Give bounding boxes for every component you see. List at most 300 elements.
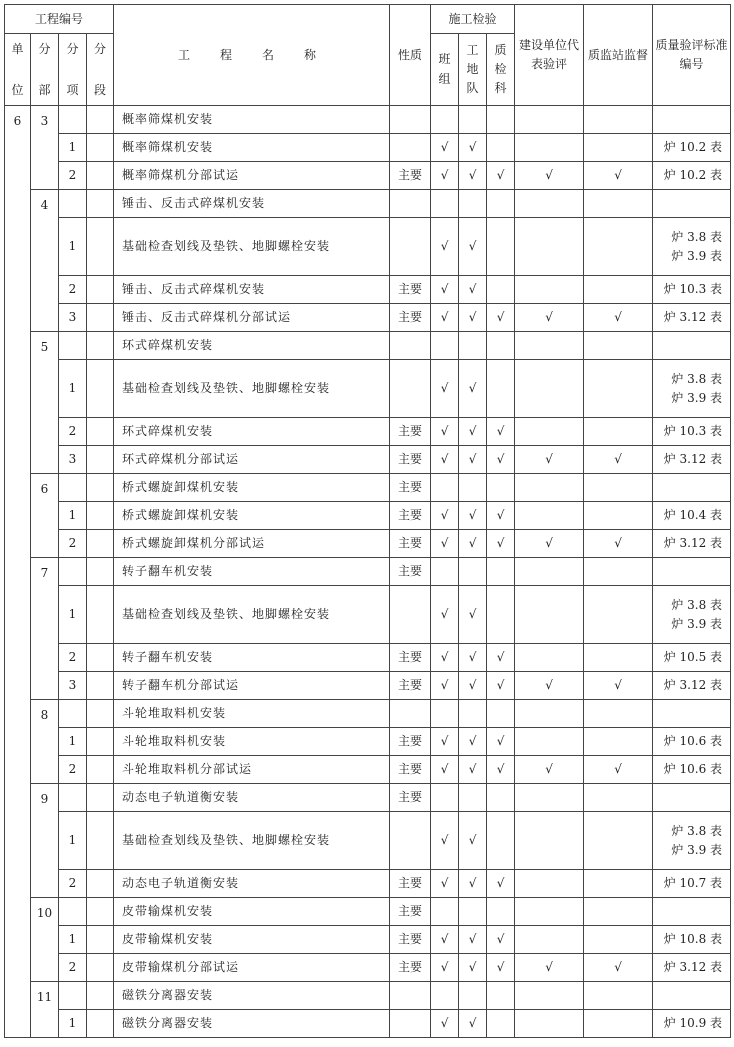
team-check-cell: √ [431,586,459,644]
team-check-cell: √ [431,502,459,530]
station-check-cell [584,812,653,870]
station-check-cell [584,134,653,162]
site-check-cell: √ [459,218,487,276]
qc-check-cell: √ [487,926,515,954]
site-check-cell: √ [459,756,487,784]
team-check-cell: √ [431,134,459,162]
qc-check-cell [487,134,515,162]
owner-check-cell [515,982,584,1010]
project-name-cell: 基础检查划线及垫铁、地脚螺栓安装 [114,586,390,644]
site-check-cell: √ [459,870,487,898]
nature-cell: 主要 [390,530,431,558]
station-check-cell [584,870,653,898]
station-check-cell [584,644,653,672]
team-check-cell: √ [431,926,459,954]
nature-cell: 主要 [390,926,431,954]
nature-cell: 主要 [390,304,431,332]
owner-check-cell [515,644,584,672]
site-check-cell: √ [459,644,487,672]
division-no-cell: 8 [31,700,59,784]
team-check-cell [431,190,459,218]
qc-check-cell [487,190,515,218]
team-check-cell [431,332,459,360]
owner-check-cell [515,898,584,926]
team-check-cell: √ [431,812,459,870]
team-check-cell: √ [431,530,459,558]
owner-check-cell [515,106,584,134]
section-cell [87,446,114,474]
section-cell [87,218,114,276]
team-check-cell: √ [431,1010,459,1038]
site-check-cell: √ [459,276,487,304]
table-row [5,332,731,360]
owner-check-cell: √ [515,954,584,982]
header-construction-inspection: 施工检验 [431,5,515,34]
owner-check-cell: √ [515,162,584,190]
nature-cell: 主要 [390,162,431,190]
owner-check-cell [515,870,584,898]
section-cell [87,360,114,418]
item-no-cell: 3 [59,672,87,700]
item-no-cell [59,332,87,360]
site-check-cell [459,784,487,812]
standard-no-cell [653,474,731,502]
standard-no-cell: 炉 10.8 表 [653,926,731,954]
project-name-cell: 桥式螺旋卸煤机安装 [114,474,390,502]
item-no-cell [59,558,87,586]
owner-check-cell [515,586,584,644]
station-check-cell [584,190,653,218]
item-no-cell: 2 [59,644,87,672]
site-check-cell [459,558,487,586]
section-cell [87,700,114,728]
standard-no-cell [653,106,731,134]
station-check-cell [584,784,653,812]
table-row [5,1010,731,1038]
team-check-cell: √ [431,728,459,756]
station-check-cell: √ [584,672,653,700]
table-row [5,954,731,982]
station-check-cell: √ [584,304,653,332]
header-item: 分 项 [59,34,87,106]
header-standard-no: 质量验评标准编号 [653,5,731,106]
section-cell [87,756,114,784]
division-no-cell: 9 [31,784,59,898]
division-no-cell: 5 [31,332,59,474]
site-check-cell [459,700,487,728]
station-check-cell [584,474,653,502]
project-name-cell: 锤击、反击式碎煤机分部试运 [114,304,390,332]
project-name-cell: 锤击、反击式碎煤机安装 [114,276,390,304]
team-check-cell [431,106,459,134]
item-no-cell: 1 [59,586,87,644]
station-check-cell [584,728,653,756]
station-check-cell [584,1010,653,1038]
table-row [5,898,731,926]
site-check-cell [459,190,487,218]
site-check-cell [459,982,487,1010]
section-cell [87,332,114,360]
section-cell [87,304,114,332]
station-check-cell [584,360,653,418]
section-cell [87,672,114,700]
owner-check-cell [515,784,584,812]
station-check-cell [584,418,653,446]
owner-check-cell [515,1010,584,1038]
item-no-cell: 1 [59,1010,87,1038]
site-check-cell [459,898,487,926]
section-cell [87,1010,114,1038]
project-name-cell: 磁铁分离器安装 [114,982,390,1010]
owner-check-cell [515,812,584,870]
qc-check-cell [487,586,515,644]
section-cell [87,162,114,190]
item-no-cell [59,190,87,218]
standard-no-cell: 炉 10.9 表 [653,1010,731,1038]
owner-check-cell [515,218,584,276]
station-check-cell: √ [584,162,653,190]
unit-no-cell: 6 [5,106,31,1038]
section-cell [87,558,114,586]
nature-cell: 主要 [390,502,431,530]
table-row [5,558,731,586]
table-row [5,728,731,756]
team-check-cell [431,982,459,1010]
qc-check-cell [487,700,515,728]
nature-cell: 主要 [390,784,431,812]
owner-check-cell [515,502,584,530]
table-row [5,134,731,162]
team-check-cell [431,474,459,502]
project-name-cell: 基础检查划线及垫铁、地脚螺栓安装 [114,360,390,418]
item-no-cell [59,784,87,812]
qc-check-cell [487,106,515,134]
section-cell [87,418,114,446]
project-name-cell: 概率筛煤机分部试运 [114,162,390,190]
table-row [5,982,731,1010]
item-no-cell: 1 [59,812,87,870]
team-check-cell: √ [431,756,459,784]
station-check-cell [584,276,653,304]
item-no-cell: 2 [59,954,87,982]
section-cell [87,502,114,530]
header-unit: 单 位 [5,34,31,106]
team-check-cell [431,898,459,926]
project-name-cell: 皮带输煤机安装 [114,926,390,954]
qc-check-cell: √ [487,304,515,332]
owner-check-cell [515,276,584,304]
item-no-cell: 2 [59,870,87,898]
item-no-cell: 1 [59,360,87,418]
table-row [5,106,731,134]
standard-no-cell [653,898,731,926]
table-row [5,784,731,812]
team-check-cell: √ [431,644,459,672]
owner-check-cell [515,700,584,728]
site-check-cell: √ [459,446,487,474]
project-name-cell: 环式碎煤机安装 [114,418,390,446]
site-check-cell: √ [459,304,487,332]
division-no-cell: 6 [31,474,59,558]
qc-check-cell: √ [487,162,515,190]
qc-check-cell [487,784,515,812]
site-check-cell: √ [459,672,487,700]
project-name-cell: 转子翻车机安装 [114,644,390,672]
section-cell [87,106,114,134]
section-cell [87,812,114,870]
standard-no-cell: 炉 3.12 表 [653,530,731,558]
table-row [5,644,731,672]
project-name-cell: 斗轮堆取料机分部试运 [114,756,390,784]
standard-no-cell: 炉 10.2 表 [653,134,731,162]
table-row [5,218,731,276]
station-check-cell [584,926,653,954]
nature-cell [390,360,431,418]
header-team: 班 组 [431,34,459,106]
team-check-cell [431,784,459,812]
project-name-cell: 基础检查划线及垫铁、地脚螺栓安装 [114,812,390,870]
qc-check-cell: √ [487,418,515,446]
table-row [5,756,731,784]
section-cell [87,474,114,502]
team-check-cell: √ [431,672,459,700]
team-check-cell: √ [431,218,459,276]
nature-cell: 主要 [390,870,431,898]
section-cell [87,982,114,1010]
nature-cell: 主要 [390,474,431,502]
owner-check-cell [515,558,584,586]
owner-check-cell [515,332,584,360]
project-name-cell: 概率筛煤机安装 [114,106,390,134]
table-row [5,530,731,558]
qc-check-cell [487,218,515,276]
item-no-cell [59,474,87,502]
team-check-cell: √ [431,304,459,332]
table-row [5,418,731,446]
table-row [5,190,731,218]
header-quality-dept: 质 检 科 [487,34,515,106]
owner-check-cell [515,360,584,418]
nature-cell [390,1010,431,1038]
project-name-cell: 磁铁分离器安装 [114,1010,390,1038]
header-owner-rep: 建设单位代表验评 [515,5,584,106]
qc-check-cell [487,332,515,360]
division-no-cell: 4 [31,190,59,332]
standard-no-cell [653,982,731,1010]
owner-check-cell: √ [515,446,584,474]
section-cell [87,190,114,218]
project-name-cell: 桥式螺旋卸煤机安装 [114,502,390,530]
item-no-cell: 2 [59,162,87,190]
section-cell [87,898,114,926]
team-check-cell: √ [431,446,459,474]
project-name-cell: 桥式螺旋卸煤机分部试运 [114,530,390,558]
inspection-table [4,4,731,1038]
item-no-cell: 1 [59,134,87,162]
section-cell [87,870,114,898]
item-no-cell: 1 [59,502,87,530]
site-check-cell: √ [459,728,487,756]
project-name-cell: 动态电子轨道衡安装 [114,784,390,812]
header-site-team: 工 地 队 [459,34,487,106]
standard-no-cell: 炉 10.6 表 [653,756,731,784]
standard-no-cell: 炉 3.8 表 炉 3.9 表 [653,586,731,644]
project-name-cell: 概率筛煤机安装 [114,134,390,162]
standard-no-cell [653,332,731,360]
table-row [5,304,731,332]
standard-no-cell [653,700,731,728]
project-name-cell: 环式碎煤机安装 [114,332,390,360]
qc-check-cell [487,812,515,870]
qc-check-cell: √ [487,502,515,530]
project-name-cell: 转子翻车机分部试运 [114,672,390,700]
owner-check-cell [515,418,584,446]
table-row [5,870,731,898]
header-project-code: 工程编号 [5,5,114,34]
nature-cell: 主要 [390,276,431,304]
nature-cell [390,218,431,276]
division-no-cell: 3 [31,106,59,190]
nature-cell: 主要 [390,418,431,446]
station-check-cell: √ [584,756,653,784]
owner-check-cell [515,926,584,954]
table-body [5,106,731,1038]
team-check-cell: √ [431,418,459,446]
nature-cell [390,190,431,218]
item-no-cell: 1 [59,218,87,276]
division-no-cell: 7 [31,558,59,700]
owner-check-cell: √ [515,672,584,700]
section-cell [87,586,114,644]
standard-no-cell: 炉 3.8 表 炉 3.9 表 [653,812,731,870]
project-name-cell: 皮带输煤机分部试运 [114,954,390,982]
item-no-cell: 2 [59,530,87,558]
station-check-cell [584,106,653,134]
nature-cell [390,106,431,134]
table-row [5,360,731,418]
site-check-cell: √ [459,162,487,190]
item-no-cell: 1 [59,728,87,756]
station-check-cell [584,700,653,728]
section-cell [87,784,114,812]
team-check-cell: √ [431,276,459,304]
station-check-cell [584,332,653,360]
owner-check-cell: √ [515,304,584,332]
nature-cell: 主要 [390,756,431,784]
qc-check-cell: √ [487,446,515,474]
site-check-cell: √ [459,1010,487,1038]
item-no-cell: 3 [59,446,87,474]
station-check-cell [584,502,653,530]
team-check-cell: √ [431,954,459,982]
table-row [5,446,731,474]
site-check-cell: √ [459,502,487,530]
qc-check-cell: √ [487,530,515,558]
nature-cell: 主要 [390,954,431,982]
project-name-cell: 斗轮堆取料机安装 [114,700,390,728]
station-check-cell [584,558,653,586]
section-cell [87,276,114,304]
qc-check-cell: √ [487,644,515,672]
nature-cell: 主要 [390,672,431,700]
standard-no-cell: 炉 10.2 表 [653,162,731,190]
header-division: 分 部 [31,34,59,106]
standard-no-cell: 炉 10.4 表 [653,502,731,530]
nature-cell [390,586,431,644]
header-section: 分 段 [87,34,114,106]
site-check-cell: √ [459,134,487,162]
site-check-cell [459,106,487,134]
table-row [5,672,731,700]
standard-no-cell: 炉 3.12 表 [653,672,731,700]
item-no-cell [59,982,87,1010]
owner-check-cell [515,134,584,162]
standard-no-cell: 炉 10.3 表 [653,276,731,304]
header-nature: 性质 [390,5,431,106]
section-cell [87,954,114,982]
station-check-cell: √ [584,446,653,474]
header-station: 质监站监督 [584,5,653,106]
project-name-cell: 皮带输煤机安装 [114,898,390,926]
section-cell [87,530,114,558]
qc-check-cell: √ [487,954,515,982]
qc-check-cell: √ [487,756,515,784]
project-name-cell: 斗轮堆取料机安装 [114,728,390,756]
standard-no-cell: 炉 10.7 表 [653,870,731,898]
nature-cell [390,700,431,728]
site-check-cell: √ [459,954,487,982]
nature-cell [390,812,431,870]
station-check-cell [584,982,653,1010]
site-check-cell: √ [459,530,487,558]
item-no-cell: 2 [59,756,87,784]
table-row [5,812,731,870]
project-name-cell: 锤击、反击式碎煤机安装 [114,190,390,218]
project-name-cell: 基础检查划线及垫铁、地脚螺栓安装 [114,218,390,276]
project-name-cell: 环式碎煤机分部试运 [114,446,390,474]
qc-check-cell: √ [487,672,515,700]
nature-cell: 主要 [390,644,431,672]
item-no-cell: 2 [59,276,87,304]
owner-check-cell [515,728,584,756]
team-check-cell: √ [431,870,459,898]
item-no-cell: 2 [59,418,87,446]
station-check-cell: √ [584,954,653,982]
item-no-cell: 3 [59,304,87,332]
standard-no-cell: 炉 3.12 表 [653,304,731,332]
table-row [5,502,731,530]
nature-cell: 主要 [390,728,431,756]
qc-check-cell [487,474,515,502]
qc-check-cell: √ [487,728,515,756]
nature-cell: 主要 [390,558,431,586]
qc-check-cell [487,276,515,304]
section-cell [87,134,114,162]
site-check-cell [459,474,487,502]
standard-no-cell: 炉 3.8 表 炉 3.9 表 [653,360,731,418]
team-check-cell: √ [431,360,459,418]
owner-check-cell [515,190,584,218]
division-no-cell: 11 [31,982,59,1038]
owner-check-cell: √ [515,756,584,784]
qc-check-cell [487,360,515,418]
standard-no-cell: 炉 3.12 表 [653,446,731,474]
station-check-cell: √ [584,530,653,558]
nature-cell [390,982,431,1010]
table-row [5,162,731,190]
table-row [5,926,731,954]
standard-no-cell [653,558,731,586]
